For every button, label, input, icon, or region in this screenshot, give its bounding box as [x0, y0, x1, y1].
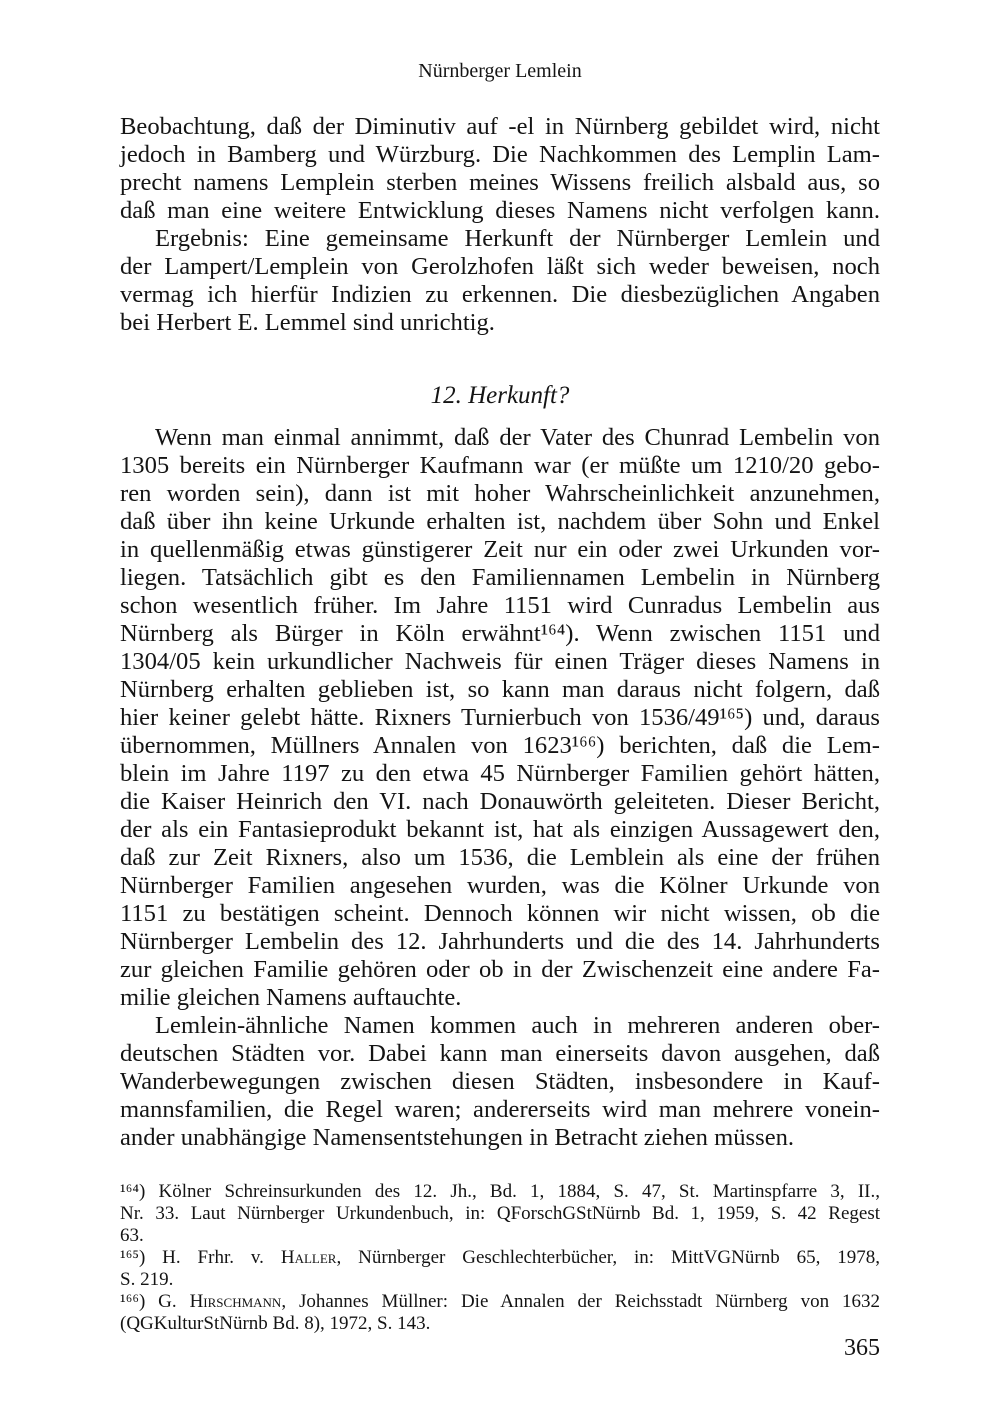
paragraph-3-line: übernommen, Müllners Annalen von 1623¹⁶⁶) berichten, daß die Lem-	[120, 732, 880, 759]
paragraph-3-line: 1304/05 kein urkundlicher Nachweis für einen Träger dieses Namens in	[120, 648, 880, 675]
footnote-166-rest: , Johannes Müllner: Die Annalen der Reichsstadt Nürnberg von 1632	[281, 1291, 881, 1312]
footnote-164-line: ¹⁶⁴) Kölner Schreinsurkunden des 12. Jh., Bd. 1, 1884, S. 47, St. Martinspfarre 3, II.,	[120, 1181, 880, 1202]
footnote-166-author: Hirschmann	[189, 1291, 282, 1312]
paragraph-3-line: liegen. Tatsächlich gibt es den Familiennamen Lembelin in Nürnberg	[120, 564, 880, 591]
paragraph-4-line: deutschen Städten vor. Dabei kann man einerseits davon ausgehen, daß	[120, 1040, 880, 1067]
paragraph-1-line: precht namens Lemplein sterben meines Wissens freilich alsbald aus, so	[120, 169, 880, 196]
paragraph-3-line: die Kaiser Heinrich den VI. nach Donauwörth geleiteten. Dieser Bericht,	[120, 788, 880, 815]
paragraph-4-line: mannsfamilien, die Regel waren; andererseits wird man mehrere vonein-	[120, 1096, 880, 1123]
paragraph-1-line: daß man eine weitere Entwicklung dieses Namens nicht verfolgen kann.	[120, 197, 880, 224]
paragraph-2-line: Ergebnis: Eine gemeinsame Herkunft der Nürnberger Lemlein und	[155, 225, 880, 252]
paragraph-4-line: Lemlein-ähnliche Namen kommen auch in mehreren anderen ober-	[155, 1012, 880, 1039]
footnote-165-line	[120, 1246, 880, 1270]
paragraph-3-line: hier keiner gelebt hätte. Rixners Turnierbuch von 1536/49¹⁶⁵) und, daraus	[120, 704, 880, 731]
footnote-165-rest: , Nürnberger Geschlechterbücher, in: MittVGNürnb 65, 1978,	[336, 1247, 881, 1268]
paragraph-2-line: der Lampert/Lemplein von Gerolzhofen läßt sich weder beweisen, noch	[120, 253, 880, 280]
paragraph-3-line: daß zur Zeit Rixners, also um 1536, die Lemblein als eine der frühen	[120, 844, 880, 871]
paragraph-3-line: der als ein Fantasieprodukt bekannt ist, hat als einzigen Aussagewert den,	[120, 816, 880, 843]
paragraph-3-line: Nürnberger Familien angesehen wurden, was die Kölner Urkunde von	[120, 872, 880, 899]
footnote-166-prefix: ¹⁶⁶) G.	[120, 1291, 177, 1312]
paragraph-2-line: bei Herbert E. Lemmel sind unrichtig.	[120, 309, 495, 336]
footnote-165-prefix: ¹⁶⁵) H. Frhr. v.	[120, 1247, 264, 1268]
paragraph-1-line: jedoch in Bamberg und Würzburg. Die Nachkommen des Lemplin Lam-	[120, 141, 880, 168]
paragraph-3-line: blein im Jahre 1197 zu den etwa 45 Nürnberger Familien gehört hätten,	[120, 760, 880, 787]
paragraph-3-line: ren worden sein), dann ist mit hoher Wahrscheinlichkeit anzunehmen,	[120, 480, 880, 507]
paragraph-3-line: 1151 zu bestätigen scheint. Dennoch können wir nicht wissen, ob die	[120, 900, 880, 927]
paragraph-1-line: Beobachtung, daß der Diminutiv auf -el in Nürnberg gebildet wird, nicht	[120, 113, 880, 140]
paragraph-3-line: Nürnberg erhalten geblieben ist, so kann man daraus nicht folgern, daß	[120, 676, 880, 703]
paragraph-3-line: 1305 bereits ein Nürnberger Kaufmann war (er müßte um 1210/20 gebo-	[120, 452, 880, 479]
paragraph-4-line: Wanderbewegungen zwischen diesen Städten, insbesondere in Kauf-	[120, 1068, 880, 1095]
footnote-166-line	[120, 1290, 880, 1314]
paragraph-3-line: milie gleichen Namens auftauchte.	[120, 984, 462, 1011]
footnote-164-line: Nr. 33. Laut Nürnberger Urkundenbuch, in: QForschGStNürnb Bd. 1, 1959, S. 42 Regest	[120, 1203, 880, 1224]
paragraph-2-line: vermag ich hierfür Indizien zu erkennen. Die diesbezüglichen Angaben	[120, 281, 880, 308]
running-head: Nürnberger Lemlein	[418, 60, 582, 82]
footnote-166-line: (QGKulturStNürnb Bd. 8), 1972, S. 143.	[120, 1313, 431, 1334]
footnote-165-line: S. 219.	[120, 1269, 174, 1290]
paragraph-3-line: Nürnberger Lembelin des 12. Jahrhunderts und die des 14. Jahrhunderts	[120, 928, 880, 955]
paragraph-3-line: daß über ihn keine Urkunde erhalten ist, nachdem über Sohn und Enkel	[120, 508, 880, 535]
paragraph-3-line: schon wesentlich früher. Im Jahre 1151 wird Cunradus Lembelin aus	[120, 592, 880, 619]
page-number: 365	[844, 1335, 880, 1361]
section-heading: 12. Herkunft?	[430, 382, 570, 409]
paragraph-3-line: Nürnberg als Bürger in Köln erwähnt¹⁶⁴). Wenn zwischen 1151 und	[120, 620, 880, 647]
footnote-165-author: Haller	[280, 1247, 337, 1268]
paragraph-3-line: Wenn man einmal annimmt, daß der Vater des Chunrad Lembelin von	[155, 424, 880, 451]
paragraph-3-line: in quellenmäßig etwas günstigerer Zeit nur ein oder zwei Urkunden vor-	[120, 536, 880, 563]
footnote-164-line: 63.	[120, 1225, 144, 1246]
paragraph-3-line: zur gleichen Familie gehören oder ob in der Zwischenzeit eine andere Fa-	[120, 956, 880, 983]
paragraph-4-line: ander unabhängige Namensentstehungen in Betracht ziehen müssen.	[120, 1124, 795, 1151]
